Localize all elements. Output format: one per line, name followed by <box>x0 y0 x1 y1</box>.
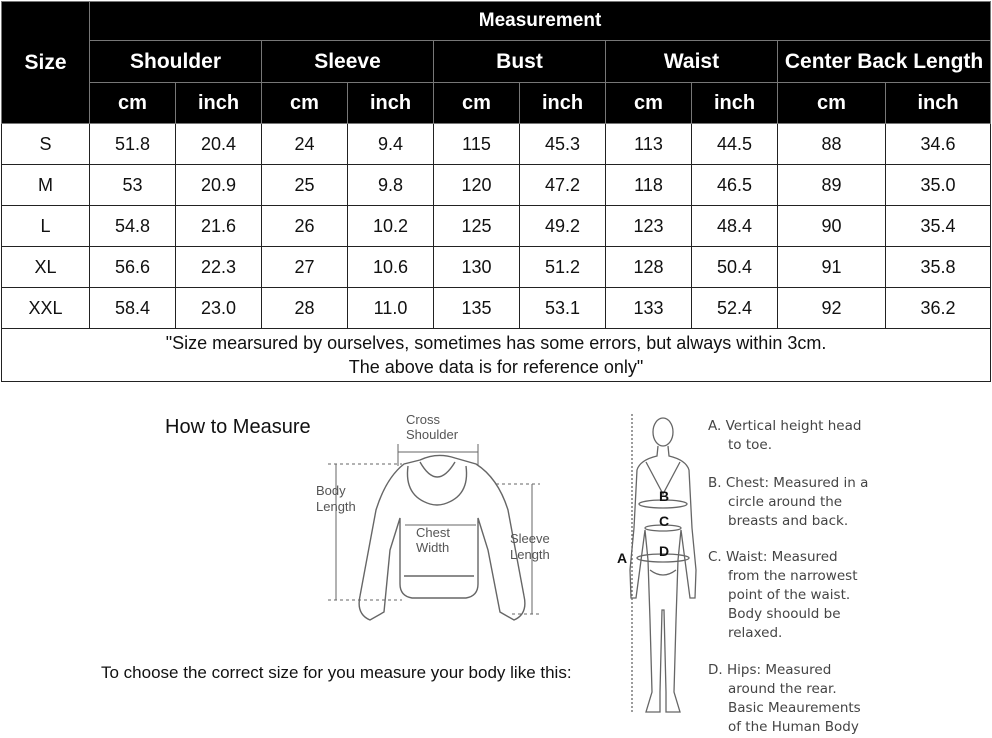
cross-shoulder-label-1: Cross <box>406 412 440 427</box>
legend-d <box>708 661 861 737</box>
unit-header: cm <box>778 83 886 124</box>
marker-b: B <box>659 488 670 504</box>
unit-header: cm <box>606 83 692 124</box>
unit-header: inch <box>176 83 262 124</box>
table-cell: 20.4 <box>176 124 262 165</box>
table-cell: 53.1 <box>520 288 606 329</box>
table-cell: 44.5 <box>692 124 778 165</box>
table-cell: 35.4 <box>886 206 991 247</box>
marker-a: A <box>617 550 628 566</box>
table-cell: 125 <box>434 206 520 247</box>
table-cell: 10.2 <box>348 206 434 247</box>
table-cell: 48.4 <box>692 206 778 247</box>
size-chart-table <box>1 1 991 382</box>
size-label-cell: XL <box>2 247 90 288</box>
table-cell: 49.2 <box>520 206 606 247</box>
legend-b-line2: circle around the <box>728 494 843 510</box>
table-cell: 27 <box>262 247 348 288</box>
legend-b-line3: breasts and back. <box>728 513 849 529</box>
table-row <box>2 165 991 206</box>
size-column-header: Size <box>2 2 90 124</box>
table-cell: 58.4 <box>90 288 176 329</box>
unit-header: cm <box>262 83 348 124</box>
marker-c: C <box>659 513 670 529</box>
table-cell: 135 <box>434 288 520 329</box>
table-cell: 25 <box>262 165 348 206</box>
table-cell: 26 <box>262 206 348 247</box>
body-length-label-2: Length <box>316 499 356 514</box>
table-cell: 133 <box>606 288 692 329</box>
unit-header: inch <box>886 83 991 124</box>
table-note <box>2 329 991 382</box>
legend-d-line3: Basic Meaurements <box>728 700 861 716</box>
table-cell: 89 <box>778 165 886 206</box>
sleeve-length-label-2: Length <box>510 547 550 562</box>
unit-header: inch <box>348 83 434 124</box>
table-cell: 10.6 <box>348 247 434 288</box>
table-cell: 36.2 <box>886 288 991 329</box>
unit-header: inch <box>692 83 778 124</box>
group-header-bust: Bust <box>434 41 606 83</box>
legend-d-line2: around the rear. <box>728 681 837 697</box>
table-cell: 9.8 <box>348 165 434 206</box>
table-cell: 47.2 <box>520 165 606 206</box>
legend-c-line1: C. Waist: Measured <box>708 549 838 565</box>
chest-width-label-2: Width <box>416 540 450 555</box>
size-label-cell: M <box>2 165 90 206</box>
table-cell: 46.5 <box>692 165 778 206</box>
table-cell: 115 <box>434 124 520 165</box>
figure-head <box>653 418 673 446</box>
size-label-cell: S <box>2 124 90 165</box>
table-cell: 35.8 <box>886 247 991 288</box>
sweater-hood <box>407 466 466 505</box>
table-cell: 56.6 <box>90 247 176 288</box>
table-cell: 123 <box>606 206 692 247</box>
table-cell: 91 <box>778 247 886 288</box>
note-line-1: "Size mearsured by ourselves, sometimes has some errors, but always within 3cm. <box>165 333 827 353</box>
legend-c <box>708 548 857 643</box>
table-cell: 92 <box>778 288 886 329</box>
group-header-shoulder: Shoulder <box>90 41 262 83</box>
sleeve-length-label-1: Sleeve <box>510 531 550 546</box>
table-cell: 45.3 <box>520 124 606 165</box>
figure-body <box>630 446 696 712</box>
table-cell: 28 <box>262 288 348 329</box>
table-cell: 22.3 <box>176 247 262 288</box>
legend-a-line1: A. Vertical height head <box>708 418 862 434</box>
legend-c-line4: Body shoould be <box>728 606 841 622</box>
table-cell: 128 <box>606 247 692 288</box>
table-cell: 23.0 <box>176 288 262 329</box>
how-to-measure-title: How to Measure <box>165 416 311 438</box>
legend-b-line1: B. Chest: Measured in a <box>708 475 869 491</box>
legend-d-line1: D. Hips: Measured <box>708 662 832 678</box>
group-header-waist: Waist <box>606 41 778 83</box>
table-cell: 51.2 <box>520 247 606 288</box>
table-cell: 35.0 <box>886 165 991 206</box>
human-figure <box>630 414 696 712</box>
legend-c-line5: relaxed. <box>728 625 783 641</box>
table-cell: 21.6 <box>176 206 262 247</box>
legend-c-line2: from the narrowest <box>728 568 858 584</box>
table-cell: 54.8 <box>90 206 176 247</box>
note-line-2: The above data is for reference only" <box>348 357 644 377</box>
legend-c-line3: point of the waist. <box>728 587 851 603</box>
chest-width-label-1: Chest <box>416 525 450 540</box>
group-header-sleeve: Sleeve <box>262 41 434 83</box>
legend-a <box>708 417 861 455</box>
table-cell: 24 <box>262 124 348 165</box>
choose-size-instruction: To choose the correct size for you measure your body like this: <box>101 663 572 682</box>
table-cell: 52.4 <box>692 288 778 329</box>
marker-d: D <box>659 543 670 559</box>
legend-b <box>708 474 868 531</box>
size-label-cell: L <box>2 206 90 247</box>
table-cell: 120 <box>434 165 520 206</box>
table-row <box>2 247 991 288</box>
table-cell: 11.0 <box>348 288 434 329</box>
table-cell: 113 <box>606 124 692 165</box>
table-cell: 90 <box>778 206 886 247</box>
table-cell: 118 <box>606 165 692 206</box>
table-cell: 20.9 <box>176 165 262 206</box>
table-cell: 34.6 <box>886 124 991 165</box>
table-cell: 50.4 <box>692 247 778 288</box>
group-header-center-back-length: Center Back Length <box>778 41 991 83</box>
table-row <box>2 124 991 165</box>
table-cell: 9.4 <box>348 124 434 165</box>
legend-d-line4: of the Human Body <box>728 719 859 735</box>
unit-header: inch <box>520 83 606 124</box>
table-row <box>2 288 991 329</box>
measurement-header: Measurement <box>90 2 991 41</box>
table-cell: 51.8 <box>90 124 176 165</box>
body-length-label-1: Body <box>316 483 346 498</box>
cross-shoulder-label-2: Shoulder <box>406 427 459 442</box>
table-cell: 53 <box>90 165 176 206</box>
table-cell: 130 <box>434 247 520 288</box>
unit-header: cm <box>90 83 176 124</box>
size-label-cell: XXL <box>2 288 90 329</box>
sweater-collar <box>420 462 455 477</box>
unit-header: cm <box>434 83 520 124</box>
table-cell: 88 <box>778 124 886 165</box>
table-row <box>2 206 991 247</box>
legend-a-line2: to toe. <box>728 437 772 453</box>
